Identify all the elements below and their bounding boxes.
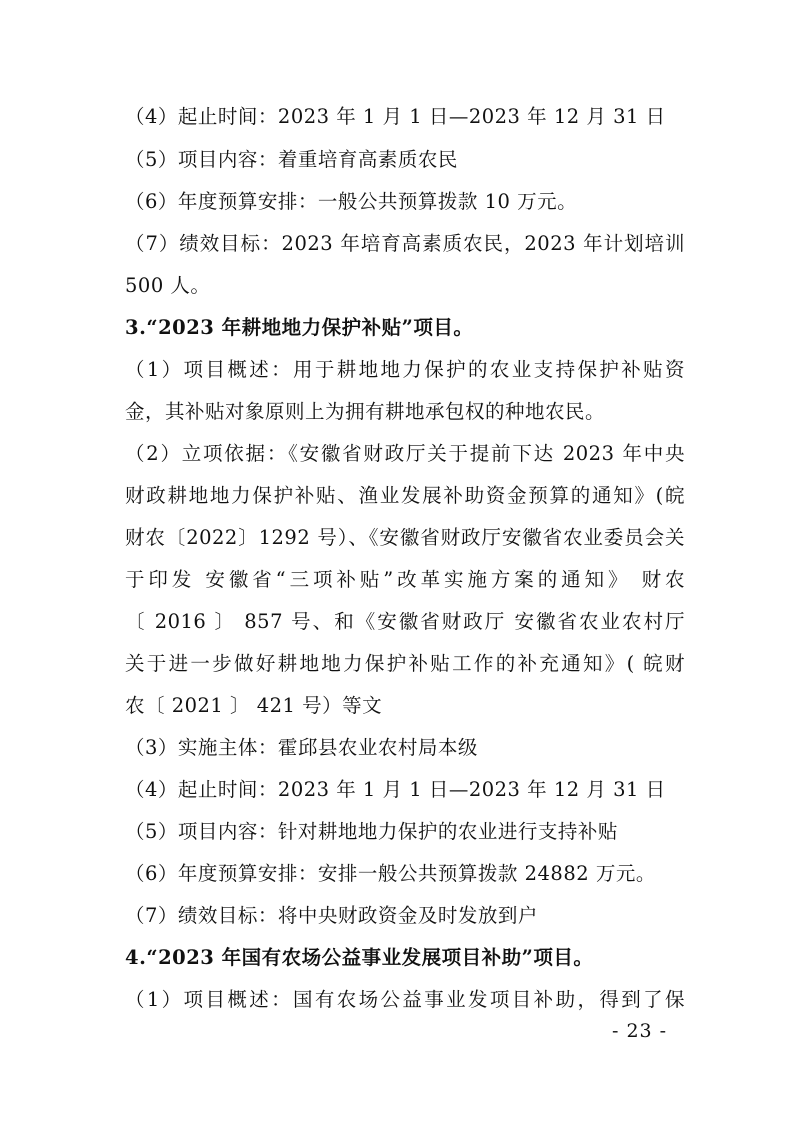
text-line: 关于进一步做好耕地地力保护补贴工作的补充通知》( 皖财 bbox=[125, 652, 685, 675]
text-line: （5）项目内容：着重培育高素质农民 bbox=[125, 148, 458, 171]
text-line: 财农〔2022〕1292 号）、《安徽省财政厅安徽省农业委员会关 bbox=[125, 526, 685, 549]
section-heading: 4.“2023 年国有农场公益事业发展项目补助”项目。 bbox=[125, 946, 594, 969]
page-number: - 23 - bbox=[612, 1020, 668, 1042]
text-line: 500 人。 bbox=[125, 274, 211, 297]
text-line: 于印发 安徽省“三项补贴”改革实施方案的通知》 财农 bbox=[125, 568, 685, 591]
text-line: （3）实施主体：霍邱县农业农村局本级 bbox=[125, 736, 478, 759]
text-line: （6）年度预算安排：一般公共预算拨款 10 万元。 bbox=[125, 190, 578, 213]
text-line: （1）项目概述：国有农场公益事业发项目补助，得到了保 bbox=[125, 988, 685, 1011]
text-line: 〔 2016 〕 857 号、和《安徽省财政厅 安徽省农业农村厅 bbox=[125, 610, 685, 633]
text-line: 金，其补贴对象原则上为拥有耕地承包权的种地农民。 bbox=[125, 400, 606, 423]
text-line: 农〔 2021 〕 421 号）等文 bbox=[125, 694, 383, 717]
section-heading: 3.“2023 年耕地地力保护补贴”项目。 bbox=[125, 316, 474, 339]
text-line: （6）年度预算安排：安排一般公共预算拨款 24882 万元。 bbox=[125, 862, 656, 885]
text-line: 财政耕地地力保护补贴、渔业发展补助资金预算的通知》(皖 bbox=[125, 484, 685, 507]
text-line: （7）绩效目标：2023 年培育高素质农民，2023 年计划培训 bbox=[125, 232, 685, 255]
text-line: （5）项目内容：针对耕地地力保护的农业进行支持补贴 bbox=[125, 820, 618, 843]
text-line: （7）绩效目标：将中央财政资金及时发放到户 bbox=[125, 904, 538, 927]
text-line: （2）立项依据：《安徽省财政厅关于提前下达 2023 年中央 bbox=[125, 442, 685, 465]
text-line: （4）起止时间：2023 年 1 月 1 日—2023 年 12 月 31 日 bbox=[125, 105, 666, 128]
text-line: （4）起止时间：2023 年 1 月 1 日—2023 年 12 月 31 日 bbox=[125, 778, 666, 801]
text-line: （1）项目概述：用于耕地地力保护的农业支持保护补贴资 bbox=[125, 358, 685, 381]
